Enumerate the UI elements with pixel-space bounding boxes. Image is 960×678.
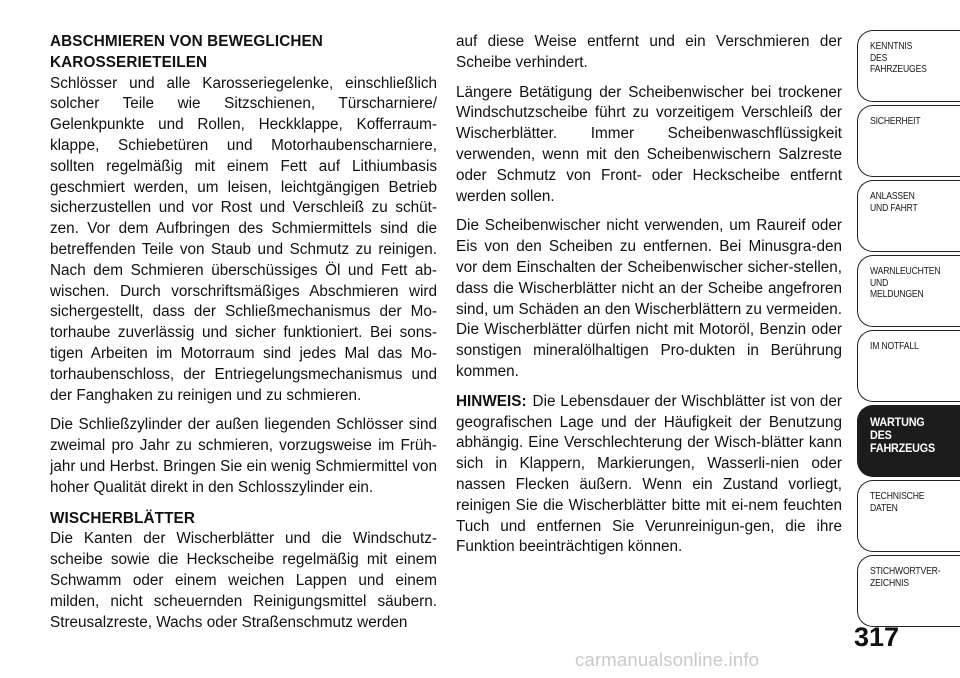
chapter-tabs — [857, 30, 960, 628]
section-wiper-blades — [50, 509, 437, 634]
tab-label: KENNTNIS DES FAHRZEUGES — [870, 40, 927, 75]
tab-im-notfall[interactable] — [857, 330, 960, 402]
tab-label: SICHERHEIT — [870, 115, 921, 127]
tab-wartung-des-fahrzeugs[interactable] — [857, 405, 960, 477]
paragraph: Die Kanten der Wischerblätter und die Windschutz-scheibe sowie die Heckscheibe regelmäßig mit einem Schwamm oder einem weichen Lappen und einem milden, nicht scheuernden Reinigungsmittel säubern. Streusalzreste, Wachs oder Straßenschmutz werden — [50, 530, 437, 631]
note-text: Die Lebensdauer der Wischblätter ist von der geografischen Lage und der Häufigkeit der Benutzung abhängig. Eine Verschlechterung der Wisch-blätter kann sich in Klappern, Markierungen, Wasserli-nien oder nassen Flecken äußern. Wenn ein Zustand vorliegt, reinigen Sie die Wischerblätter bitte mit ei-nem feuchten Tuch und entfernen Sie Verunreinigun-gen, die ihre Funktion beeinträchtigen können. — [456, 392, 842, 556]
tab-label: STICHWORTVER- ZEICHNIS — [870, 565, 941, 589]
section-lubrication — [50, 32, 437, 499]
tab-technische-daten[interactable] — [857, 480, 960, 552]
tab-sicherheit[interactable] — [857, 105, 960, 177]
right-column — [456, 32, 842, 567]
tab-label: ANLASSEN UND FAHRT — [870, 190, 918, 214]
watermark: carmanualsonline.info — [575, 649, 760, 670]
tab-label: TECHNISCHE DATEN — [870, 490, 925, 514]
note-paragraph — [456, 392, 842, 558]
section-heading-lubrication: ABSCHMIEREN VON BEWEGLICHEN KAROSSERIETEILEN — [50, 33, 323, 71]
note-label: HINWEIS: — [456, 392, 527, 410]
page-number: 317 — [854, 622, 900, 652]
tab-warnleuchten-und-meldungen[interactable] — [857, 255, 960, 327]
left-column — [50, 32, 437, 643]
section-heading-wiper-blades: WISCHERBLÄTTER — [50, 509, 196, 527]
tab-label: WARNLEUCHTEN UND MELDUNGEN — [870, 265, 941, 300]
paragraph: Schlösser und alle Karosseriegelenke, einschließlich solcher Teile wie Sitzschienen, Türscharniere/ Gelenkpunkte und Rollen, Heckklappe, Kofferraum-klappe, Schiebetüren und Motorhaubenscharniere, sollten regelmäßig mit einem Fett auf Lithiumbasis geschmiert werden, um leisen, leichtgängigen Betrieb sicherzustellen und vor Rost und Verschleiß zu schüt-zen. Vor dem Aufbringen des Schmiermittels sind die betreffenden Teile von Staub und Schmutz zu reinigen. Nach dem Schmieren überschüssiges Öl und Fett ab-wischen. Durch vorschriftsmäßiges Abschmieren wird sichergestellt, dass der Schließmechanismus der Mo-torhaube zuverlässig und sicher funktioniert. Bei sons-tigen Arbeiten im Motorraum sind jedes Mal das Mo-torhaubenschloss, der Entriegelungsmechanismus und der Fanghaken zu reinigen und zu schmieren. — [50, 74, 437, 404]
tab-kenntnis-des-fahrzeuges[interactable] — [857, 30, 960, 102]
tab-label: IM NOTFALL — [870, 340, 919, 352]
paragraph: auf diese Weise entfernt und ein Verschmieren der Scheibe verhindert. — [456, 33, 842, 71]
paragraph: Die Scheibenwischer nicht verwenden, um Raureif oder Eis von den Scheiben zu entfernen. Bei Minusgra-den vor dem Einschalten der Scheibenwischer sicher-stellen, dass die Wischerblätter nicht an der Scheibe angefroren sind, um Schäden an den Wischerblättern zu vermeiden. Die Wischerblätter dürfen nicht mit Motoröl, Benzin oder sonstigen mineralölhaltigen Pro-dukten in Berührung kommen. — [456, 217, 842, 380]
tab-anlassen-und-fahrt[interactable] — [857, 180, 960, 252]
paragraph: Die Schließzylinder der außen liegenden Schlösser sind zweimal pro Jahr zu schmieren, vorzugsweise im Früh-jahr und Herbst. Bringen Sie ein wenig Schmiermittel von hoher Qualität direkt in den Schlosszylinder ein. — [50, 416, 437, 496]
tab-label: WARTUNG DES FAHRZEUGS — [870, 415, 935, 455]
tab-stichwortverzeichnis[interactable] — [857, 555, 960, 627]
paragraph: Längere Betätigung der Scheibenwischer bei trockener Windschutzscheibe führt zu vorzeitigem Verschleiß der Wischerblätter. Immer Scheibenwaschflüssigkeit verwenden, wenn mit den Scheibenwischern Salzreste oder Schmutz von Front- oder Heckscheibe entfernt werden sollen. — [456, 83, 842, 205]
